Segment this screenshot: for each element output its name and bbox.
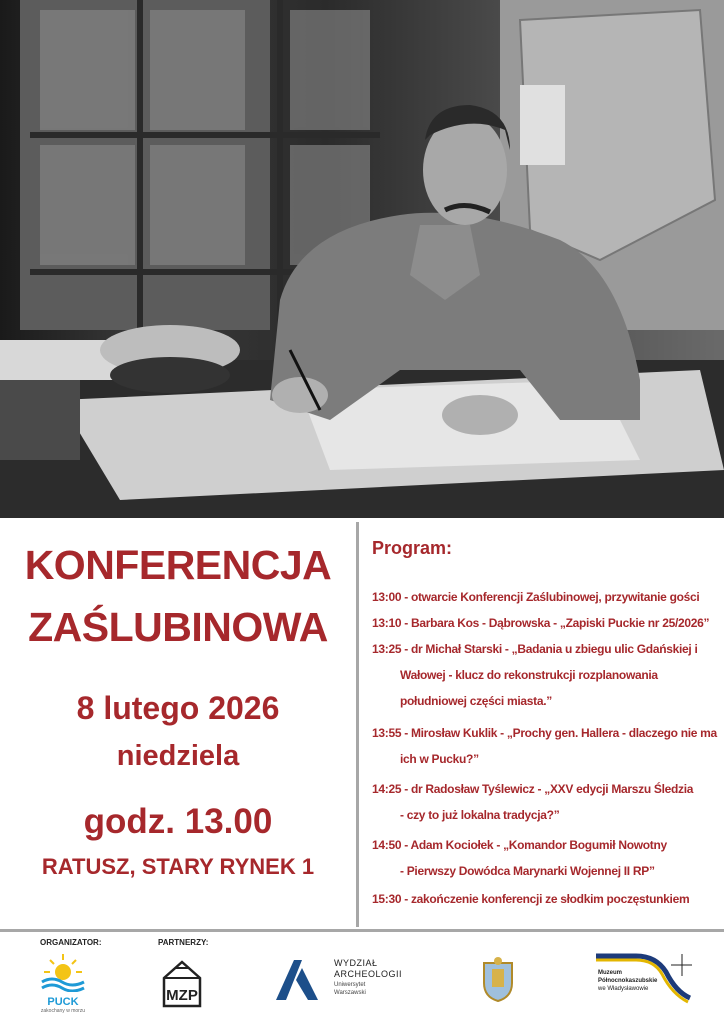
event-place: RATUSZ, STARY RYNEK 1 xyxy=(41,854,315,879)
program-line: 13:55 - Mirosław Kuklik - „Prochy gen. Hallera - dlaczego nie ma xyxy=(372,726,717,740)
organizer-label: ORGANIZATOR: xyxy=(40,938,102,947)
partners-label: PARTNERZY: xyxy=(158,938,209,947)
wa-line2: ARCHEOLOGII xyxy=(334,969,403,979)
event-title-line1: KONFERENCJA xyxy=(24,542,332,588)
program-line: 14:50 - Adam Kociołek - „Komandor Bogumił Nowotny xyxy=(372,838,667,852)
program-line: - czy to już lokalna tradycja?” xyxy=(400,808,560,822)
footer-divider xyxy=(0,929,724,932)
program-section xyxy=(372,520,722,930)
event-title-line2: ZAŚLUBINOWA xyxy=(28,604,328,650)
event-date: 8 lutego 2026 xyxy=(76,690,280,726)
program-line: ich w Pucku?” xyxy=(400,752,479,766)
mzp-logo xyxy=(160,958,204,1008)
coat-of-arms-icon xyxy=(478,955,518,1003)
building-icon xyxy=(160,958,204,1008)
program-line: Wałowej - klucz do rekonstrukcji rozplanowania xyxy=(400,668,658,682)
archeology-a-icon xyxy=(272,956,320,1004)
event-time: godz. 13.00 xyxy=(83,802,273,841)
muzeum-logo xyxy=(596,952,692,1008)
puck-logo xyxy=(38,952,88,1018)
program-line: 13:10 - Barbara Kos - Dąbrowska - „Zapiski Puckie nr 25/2026” xyxy=(372,616,710,630)
column-divider xyxy=(356,522,359,927)
wa-line1: WYDZIAŁ xyxy=(334,958,378,968)
archeologia-logo xyxy=(272,956,422,1006)
event-info xyxy=(0,520,356,930)
mzp-logo-text: MZP xyxy=(166,987,198,1004)
muzeum-line3: we Władysławowie xyxy=(598,986,649,992)
puck-logo-text: PUCK xyxy=(47,996,79,1008)
program-line: 13:25 - dr Michał Starski - „Badania u zbiegu ulic Gdańskiej i xyxy=(372,642,698,656)
muzeum-line1: Muzeum xyxy=(598,970,622,976)
sun-waves-icon xyxy=(38,952,88,992)
program-line: 14:25 - dr Radosław Tyślewicz - „XXV edycji Marszu Śledzia xyxy=(372,782,694,796)
program-line: 15:30 - zakończenie konferencji ze słodkim poczęstunkiem xyxy=(372,892,690,906)
program-line: 13:00 - otwarcie Konferencji Zaślubinowej, przywitanie gości xyxy=(372,590,700,604)
wa-line4: Warszawski xyxy=(334,990,366,996)
program-line: - Pierwszy Dowódca Marynarki Wojennej II RP” xyxy=(400,864,655,878)
muzeum-line2: Północnokaszubskie xyxy=(598,978,658,984)
wa-line3: Uniwersytet xyxy=(334,982,366,988)
puck-tagline: zakochany w morzu xyxy=(40,1008,86,1014)
event-weekday: niedziela xyxy=(116,740,240,772)
program-line: południowej części miasta.” xyxy=(400,694,552,708)
program-title: Program: xyxy=(372,538,453,558)
